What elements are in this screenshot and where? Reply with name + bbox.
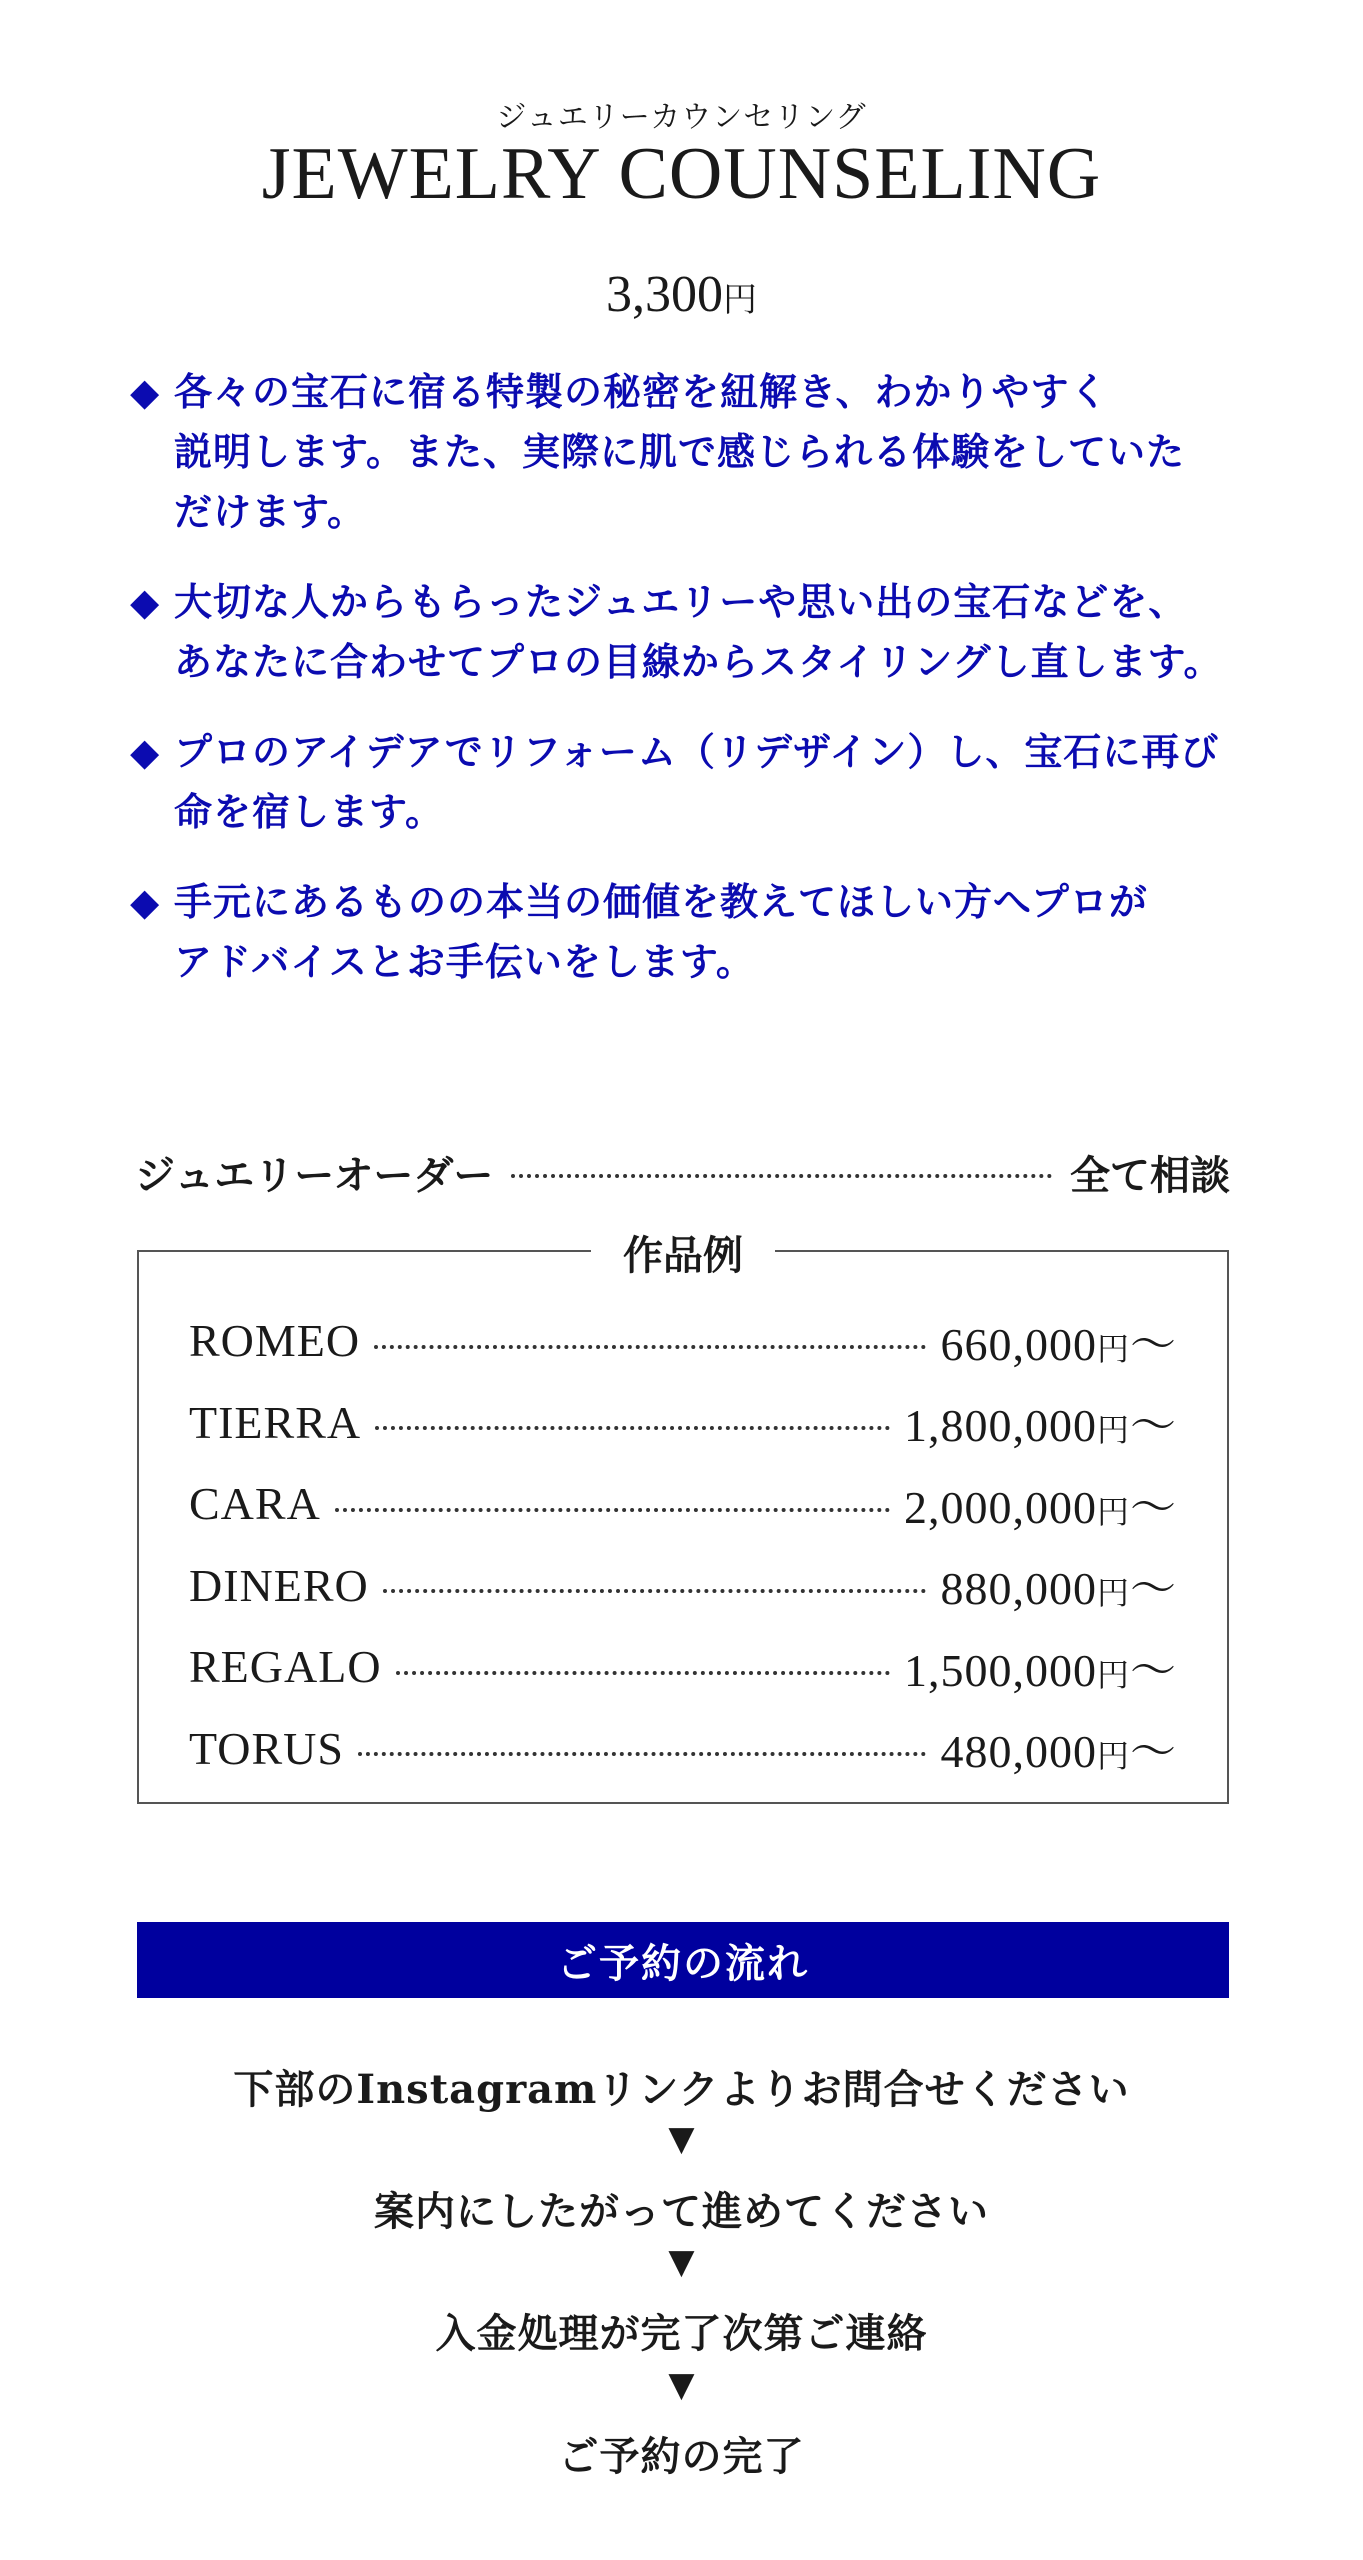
example-price: 1,800,000円〜	[903, 1400, 1177, 1452]
feature-list	[130, 362, 1250, 1022]
flow-step-1: 下部のInstagramリンクよりお問合せください	[233, 2066, 1130, 2113]
example-name: CARA	[189, 1478, 321, 1530]
example-price: 880,000円〜	[940, 1563, 1177, 1615]
dotted-leader	[375, 1426, 890, 1430]
example-price: 480,000円〜	[940, 1726, 1177, 1778]
dotted-leader	[383, 1589, 927, 1593]
diamond-icon: ◆	[130, 579, 161, 624]
order-value: 全て相談	[1070, 1151, 1230, 1199]
dotted-leader	[335, 1508, 890, 1512]
example-row	[189, 1382, 1177, 1464]
dotted-leader	[396, 1671, 890, 1675]
reservation-flow-banner: ご予約の流れ	[137, 1922, 1229, 1998]
price-value: 3,300	[606, 266, 723, 323]
feature-item: ◆ 各々の宝石に宿る特製の秘密を紐解き、わかりやすく 説明します。また、実際に肌で感じられる体験をしていた だけます。	[130, 362, 1250, 542]
down-arrow-icon: ▼	[668, 2242, 695, 2282]
diamond-icon: ◆	[130, 729, 161, 774]
examples-box	[137, 1232, 1229, 1804]
dotted-leader	[511, 1174, 1052, 1178]
dotted-leader	[374, 1345, 926, 1349]
example-name: ROMEO	[189, 1315, 361, 1367]
counseling-price	[0, 265, 1363, 324]
price-unit: 円	[723, 282, 757, 319]
example-name: TIERRA	[189, 1396, 362, 1448]
example-price: 1,500,000円〜	[903, 1644, 1177, 1696]
dotted-leader	[358, 1752, 927, 1756]
example-row	[189, 1300, 1177, 1382]
feature-item: ◆ 大切な人からもらったジュエリーや思い出の宝石などを、 あなたに合わせてプロの目線からスタイリングし直します。	[130, 572, 1250, 692]
examples-list	[189, 1300, 1177, 1789]
down-arrow-icon: ▼	[668, 2119, 695, 2159]
jewelry-order-row	[135, 1142, 1230, 1202]
example-row	[189, 1463, 1177, 1545]
diamond-icon: ◆	[130, 879, 161, 924]
order-label: ジュエリーオーダー	[135, 1151, 494, 1199]
example-row	[189, 1626, 1177, 1708]
example-row	[189, 1545, 1177, 1627]
example-name: TORUS	[189, 1722, 344, 1774]
page-title: JEWELRY COUNSELING	[261, 133, 1102, 215]
diamond-icon: ◆	[130, 369, 161, 414]
flow-step-2: 案内にしたがって進めてください	[374, 2188, 989, 2235]
feature-item: ◆ 手元にあるものの本当の価値を教えてほしい方へプロが アドバイスとお手伝いをします。	[130, 872, 1250, 992]
down-arrow-icon: ▼	[668, 2365, 695, 2405]
flow-step-3: 入金処理が完了次第ご連絡	[435, 2310, 928, 2357]
section-subtitle: ジュエリーカウンセリング	[496, 100, 867, 135]
examples-label: 作品例	[591, 1224, 775, 1281]
example-name: DINERO	[189, 1559, 369, 1611]
example-name: REGALO	[189, 1641, 382, 1693]
example-price: 660,000円〜	[940, 1318, 1177, 1370]
feature-item: ◆ プロのアイデアでリフォーム（リデザイン）し、宝石に再び 命を宿します。	[130, 722, 1250, 842]
flow-step-4: ご予約の完了	[558, 2433, 805, 2480]
example-price: 2,000,000円〜	[903, 1481, 1177, 1533]
example-row	[189, 1708, 1177, 1790]
